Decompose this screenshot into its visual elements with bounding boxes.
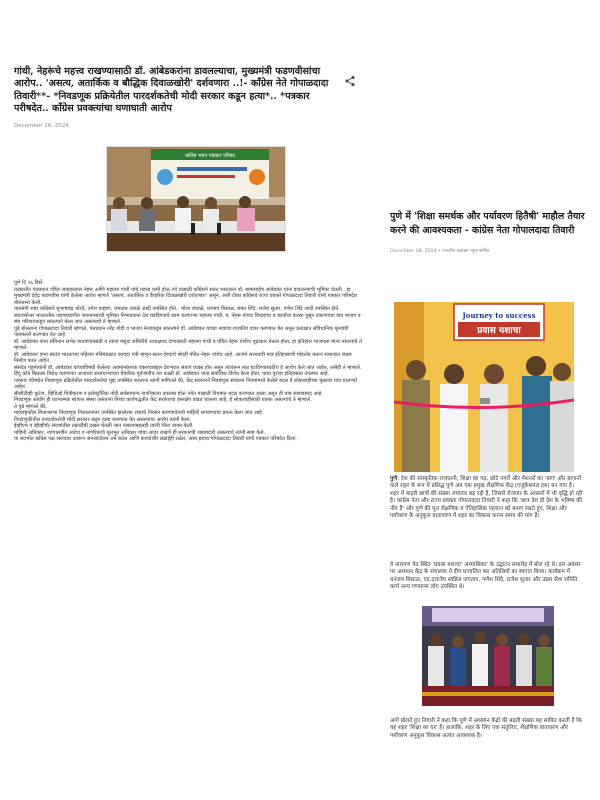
body-paragraph: याप्रसंगी शहर काँग्रेसचे सुभाषचंद्र थोरवे, उमेश चव्हाण, रामदास उबाळे आदी उपस्थित होते.. भोला वांजळे, धनंजय मिसाळ, शंकर शिंदे, राजेश सुतार, गणेश शिंदे आदी उपस्थित होते.: [14, 306, 340, 312]
body-paragraph: पुणे दि २६ डिसें-: [14, 280, 44, 286]
place-label: पुणे: [390, 476, 398, 482]
body-paragraph: डॉ. आंबेडकर यांना स्वतंत्र भारताच्या पहिल्या मंत्रिमंडळात कायदा मंत्री म्हणून स्थान देण्याचे श्रेयही पंडित नेहरू यांचेच आहे. आजचे सत्ताधारी मात्र इतिहासाची मोडतोड करून समाजात संभ्रम निर्माण करत आहेत.: [14, 351, 352, 364]
body-paragraph: ईव्हीएम व व्हीव्हीपॅट संदर्भातील तक्रारींची दखल घेतली जात नसल्याबद्दलही त्यांनी चिंता व्यक्त केली.: [14, 423, 194, 429]
left-article-title: गांधी, नेहरूंचे महत्त्व राखण्यासाठी डॉ. आंबेडकरांना डावलल्याचा, मुख्यमंत्री फडणवीसांचा आरोप.. 'असत्य, अतार्किक व बौद्धिक दिवाळखोरी' दर्शवणारा ..!- काँग्रेस नेते गोपाळदादा तिवारी**- *निवडणूक प्रक्रियेतील पारदर्शकतेची मोदी सरकार कडून हत्या*.. *पत्रकार परीषदेत.. काँग्रेस प्रवक्त्यांचा घणाघाती आरोप: [14, 66, 329, 114]
body-paragraph: निवडणूक आयोग ही घटनात्मक स्वायत्त संस्था असताना तिच्या कार्यपद्धतीत केंद्र सरकारचा हस्तक्षेप वाढत चालला आहे, हे लोकशाहीसाठी घातक असल्याचे ते म्हणाले.: [14, 397, 312, 403]
right-article-title: पुणे में 'शिक्षा समर्थक और पर्यावरण हितैषी' माहौल तैयार करने की आवश्यकता - कांग्रेस नेता गोपालदादा तिवारी: [390, 211, 585, 237]
press-conference-photo: [106, 146, 286, 252]
body-paragraph: तत्कालीन पंतप्रधान पंडित जवाहरलाल नेहरू आणि महात्मा गांधी यांचे महत्त्व कमी होऊ नये यासाठी काँग्रेसने सतत भारतरत्न डॉ. बाबासाहेब आंबेडकर यांना डावलल्याची भूमिका घेतली.. हा मुख्यमंत्री देवेंद्र फडणवीस यांनी केलेला आरोप म्हणजे 'असत्य, अतार्किक व वैचारिक दिवाळखोरी दर्शवणारा' असून, अशी टीका काँग्रेसचे राज्य प्रवक्ते गोपाळदादा तिवारी यांनी पत्रकार परिषदेत बोलताना केली.: [14, 286, 357, 306]
audience-illustration: [422, 606, 554, 706]
share-icon[interactable]: [344, 72, 356, 84]
right-article-meta: December 08, 2024 • भारतीय प्रवक्ता न्यूज़ सर्विस: [390, 249, 490, 255]
body-paragraph: ते पुढे म्हणाले की,: [14, 403, 47, 410]
left-article-body: [14, 280, 362, 443]
body-paragraph: या संदर्भात काँग्रेस पक्ष रस्त्यावर उतरून जनआंदोलन उभे करेल आणि कायदेशीर लढाईही लढेल, असा इशारा गोपाळदादा तिवारी यांनी पत्रकार परिषदेत दिला.: [14, 436, 297, 442]
body-paragraph: स्वातंत्र्योत्तर भारतातील जडणघडणीत जनमानसाची भूमिका निभावताना देश घडविण्याचे काम करणाऱ्या महात्मा गांधी, पं. नेहरू यांच्या विचारांचा व कार्याचा वारसा पुसून टाकण्याचा डाव भाजप व संघ परिवाराकडून सातत्याने केला जात असल्याचे ते म्हणाले.: [14, 312, 361, 325]
press-conference-illustration: [107, 147, 286, 252]
banner-marathi-text: प्रवास यशाचा: [477, 326, 521, 336]
body-paragraph: पत्रकार परिषदेत निवडणूक प्रक्रियेतील पारदर्शकतेचा मुद्दा उपस्थित करताना त्यांनी सांगितले की, केंद्र सरकारने निवडणूक संचालन नियमांमध्ये केलेले बदल हे लोकशाहीच्या मुळावर घाव घालणारे आहेत.: [14, 377, 358, 390]
body-paragraph: महाराष्ट्रातील विधानसभा निवडणूक निकालानंतर उपस्थित झालेल्या शंकांचे निरसन करण्याऐवजी माहिती लपवण्याचा प्रयत्न केला जात आहे.: [14, 410, 264, 416]
body-paragraph: माहिती अधिकार, न्यायालयीन आदेश व नागरिकांचे मूलभूत अधिकार यांचा आदर राखणे ही सरकारची जबाबदारी असल्याचे त्यांनी स्पष्ट केले.: [14, 429, 266, 436]
left-article-date: December 26, 2024: [14, 123, 69, 130]
banner-english-text: Journey to success: [462, 311, 536, 320]
inauguration-photo: [394, 302, 574, 472]
right-article-paragraph-3: आगे बोलते हुए तिवारी ने कहा कि पुणे में अध्ययन केंद्रों की बढ़ती संख्या यह साबित करती है कि यह शहर 'शिक्षा का घर' है। हालांकि, शहर के लिए एक संतुलित, शैक्षणिक वातावरण और पर्यावरण अनुकूल विकास अत्यंत आवश्यक है।: [390, 718, 582, 739]
body-paragraph: पुढे बोलताना गोपाळदादा तिवारी म्हणाले, पंतप्रधान नरेंद्र मोदी व भाजप नेत्यांकडून सातत्याने डॉ. आंबेडकर यांच्या नावाचा राजकीय वापर करण्यात येत असून प्रत्यक्षात संविधानिक मूल्यांची पायमल्ली करण्यात येत आहे.: [14, 325, 349, 338]
right-article-paragraph-2: वे नारायण पेठ स्थित 'प्रवास यशाचा' अभ्यासिका' के उद्घाटन समारोह में बोल रहे थे। इस अवसर पर अध्ययन केंद्र के संचालक ने दीप प्रज्वलित कर अतिथियों का स्वागत किया। कार्यक्रम में धनंजय मिसाळ, एड.दत्तात्रेय स्वप्निल जगताप, गणेश शिंदे, राजेश सुतार और उद्यम सेवा समिति कार्य अन्य गणमान्य लोग उपस्थित थे।: [390, 562, 581, 591]
right-article-paragraph-1: [390, 476, 584, 520]
audience-photo: [422, 606, 554, 706]
left-article: [14, 66, 362, 442]
body-paragraph: डॉ. आंबेडकर यांना संविधान सभेत पाठवण्यासाठी व त्यांना मसुदा समितीचे अध्यक्षपद देण्यासाठी महात्मा गांधी व पंडित नेहरू यांनीच पुढाकार घेतला होता, हा इतिहास भाजपला मान्य नसल्याचे ते म्हणाले.: [14, 338, 362, 351]
right-article: [390, 210, 586, 739]
paragraph-text: : देश की सांस्कृतिक राजधानी, शिक्षा का गढ़, छोटे नगरों और पेंशनरों का 'बाग' और बागानों वाले शहर के रूप में प्रसिद्ध पुणे अब एक प्रमुख शैक्षणिक केंद्र (एजुकेशनल हब) बन गया है। शहर में बाहरी छात्रों की संख्या लगातार बढ़ रही है, जिससे रोजगार के अवसरों में भी वृद्धि हो रही है। कांग्रेस नेता और राज्य प्रवक्ता गोपालदादा तिवारी ने कहा कि 'छात्र देश ही देश के भविष्य की नींव हैं' और पुणे की मूल शैक्षणिक व ऐतिहासिक पहचान को बनाए रखते हुए, शिक्षा और पर्यावरण के अनुकूल वातावरण में शहर का विकास करना समय की मांग है।: [390, 476, 583, 520]
body-paragraph: हिंदू कोड बिलाला विरोध करणाऱ्या आजच्या सत्ताधाऱ्यांच्या वैचारिक पूर्वजांनीच त्या काळी डॉ. आंबेडकर यांना सर्वाधिक विरोध केला होता, याचा पुरावा इतिहासात उपलब्ध आहे.: [14, 371, 330, 377]
inauguration-illustration: [394, 302, 574, 472]
press-banner-text: काँग्रेस भवन पत्रकार परिषद: [185, 153, 235, 159]
body-paragraph: सीसीटीव्ही फुटेज, व्हिडिओ चित्रीकरण व इलेक्ट्रॉनिक नोंदी सर्वसामान्य नागरिकांना उपलब्ध होऊ नयेत यासाठी नियमांत बदल करण्यात आला असून ही बाब संशयास्पद आहे.: [14, 390, 323, 397]
body-paragraph: निवडणुकीतील पारदर्शकतेची मोदी सरकार कडून हत्या करण्यात येत असल्याचा आरोप त्यांनी केला.: [14, 416, 192, 423]
body-paragraph: संसदेत गृहमंत्र्यांनी डॉ. आंबेडकर यांच्याविषयी केलेल्या अवमानकारक वक्तव्याबद्दल देशभरात संताप व्यक्त होत असून त्यावरून लक्ष हटविण्यासाठीच हे आरोप केले जात आहेत, असेही ते म्हणाले.: [14, 364, 362, 371]
